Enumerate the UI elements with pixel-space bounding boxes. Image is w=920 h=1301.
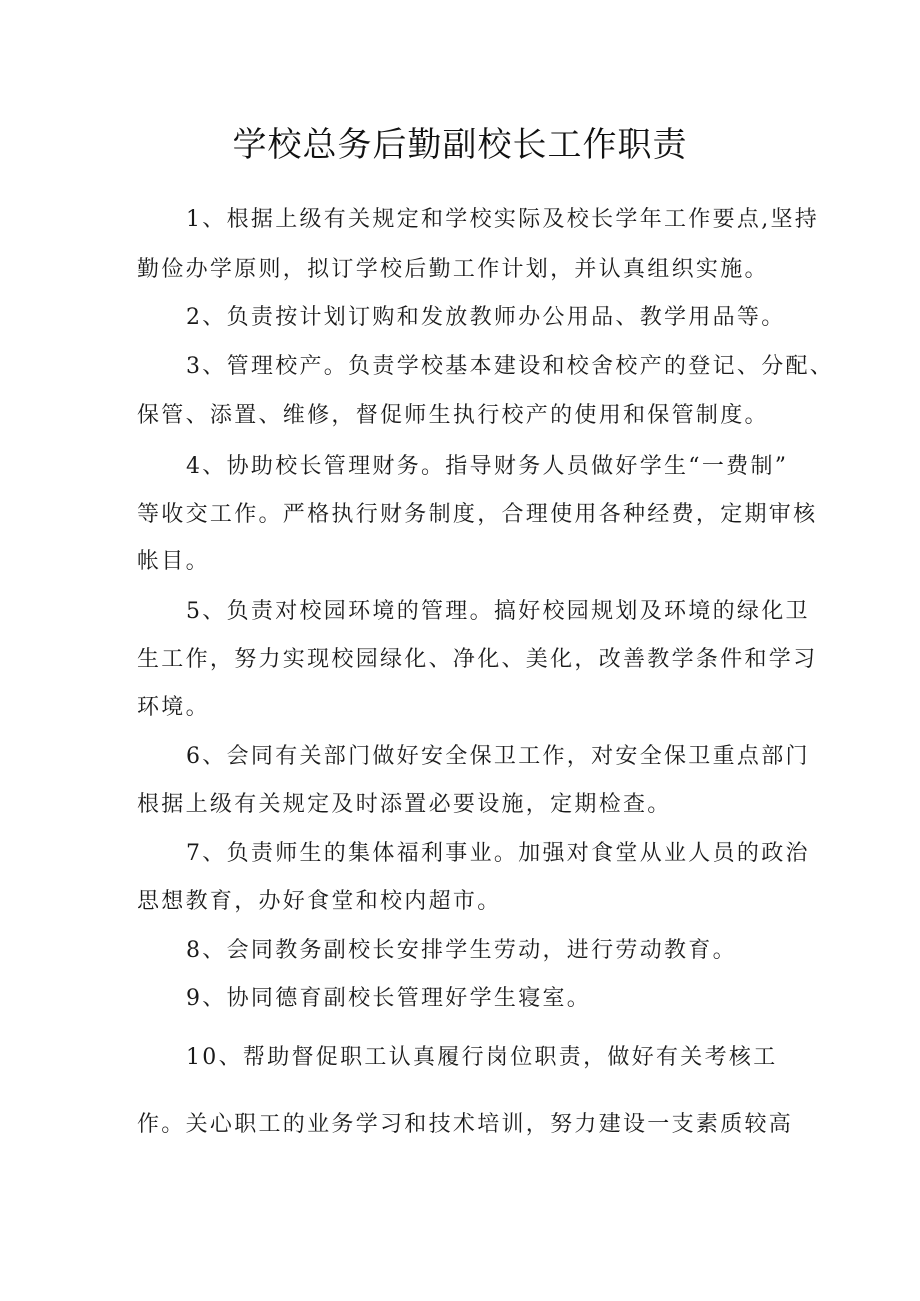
paragraph-9-line-1: 9、协同德育副校长管理好学生寝室。 [186, 986, 592, 1011]
paragraph-8-line-1: 8、会同教务副校长安排学生劳动，进行劳动教育。 [186, 938, 737, 963]
paragraph-10-line-2: 作。关心职工的业务学习和技术培训，努力建设一支素质较高 [137, 1112, 794, 1137]
paragraph-4-line-2: 等收交工作。严格执行财务制度，合理使用各种经费，定期审核 [137, 502, 818, 527]
paragraph-1-line-2: 勤俭办学原则，拟订学校后勤工作计划，并认真组织实施。 [137, 257, 769, 282]
paragraph-3-line-2: 保管、添置、维修，督促师生执行校产的使用和保管制度。 [137, 403, 769, 428]
paragraph-2-line-1: 2、负责按计划订购和发放教师办公用品、教学用品等。 [186, 305, 786, 330]
paragraph-1-line-1: 1、根据上级有关规定和学校实际及校长学年工作要点,坚持 [186, 207, 820, 232]
paragraph-10-line-1: 10、帮助督促职工认真履行岗位职责，做好有关考核工 [186, 1045, 778, 1070]
paragraph-7-line-1: 7、负责师生的集体福利事业。加强对食堂从业人员的政治 [186, 841, 810, 866]
paragraph-3-line-1: 3、管理校产。负责学校基本建设和校舍校产的登记、分配、 [186, 354, 835, 379]
paragraph-6-line-1: 6、会同有关部门做好安全保卫工作，对安全保卫重点部门 [186, 744, 810, 769]
page-title: 学校总务后勤副校长工作职责 [232, 125, 688, 165]
paragraph-5-line-3: 环境。 [137, 695, 210, 720]
paragraph-6-line-2: 根据上级有关规定及时添置必要设施，定期检查。 [137, 792, 672, 817]
paragraph-5-line-1: 5、负责对校园环境的管理。搞好校园规划及环境的绿化卫 [186, 599, 810, 624]
paragraph-7-line-2: 思想教育，办好食堂和校内超市。 [137, 889, 502, 914]
paragraph-4-line-3: 帐目。 [137, 549, 210, 574]
paragraph-5-line-2: 生工作，努力实现校园绿化、净化、美化，改善教学条件和学习 [137, 647, 818, 672]
paragraph-4-line-1: 4、协助校长管理财务。指导财务人员做好学生“一费制” [186, 454, 789, 479]
